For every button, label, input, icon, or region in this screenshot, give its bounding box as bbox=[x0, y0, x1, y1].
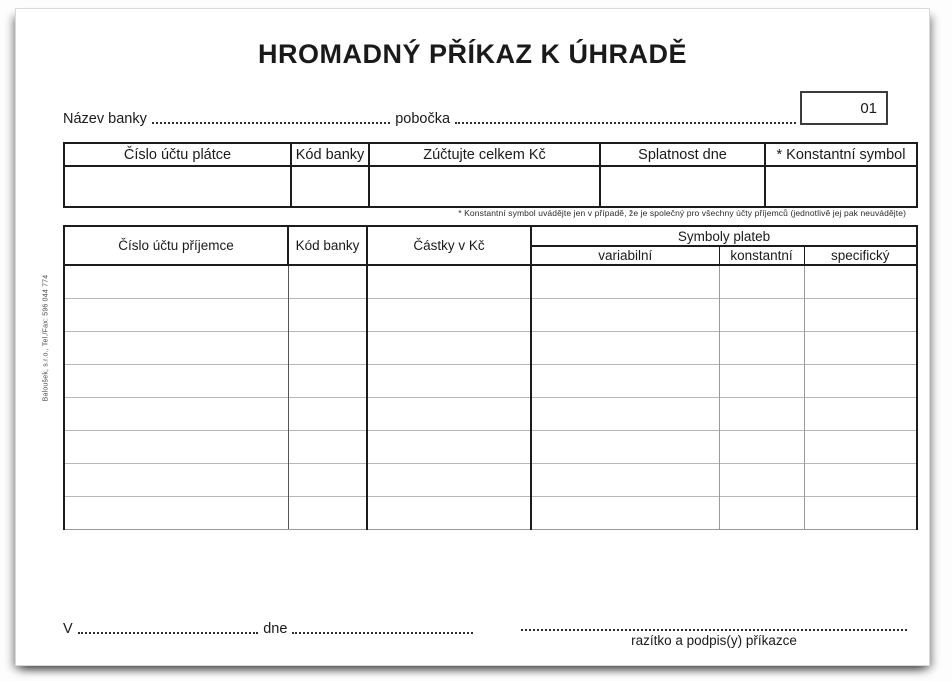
payee-input-cell[interactable] bbox=[288, 496, 367, 529]
payee-input-cell[interactable] bbox=[804, 496, 917, 529]
payee-input-cell[interactable] bbox=[719, 463, 804, 496]
payee-input-cell[interactable] bbox=[367, 496, 531, 529]
payee-input-cell[interactable] bbox=[288, 331, 367, 364]
payer-due-date-field[interactable] bbox=[600, 166, 765, 207]
payee-row bbox=[64, 496, 917, 529]
form-title: HROMADNÝ PŘÍKAZ K ÚHRADĚ bbox=[258, 39, 687, 69]
form-number: 01 bbox=[860, 99, 877, 117]
payee-input-cell[interactable] bbox=[64, 463, 288, 496]
payee-amount-header: Částky v Kč bbox=[367, 226, 531, 265]
payee-input-cell[interactable] bbox=[531, 397, 719, 430]
payee-input-cell[interactable] bbox=[288, 430, 367, 463]
payee-input-cell[interactable] bbox=[719, 364, 804, 397]
payee-input-cell[interactable] bbox=[367, 397, 531, 430]
payee-input-cell[interactable] bbox=[804, 430, 917, 463]
payee-input-cell[interactable] bbox=[719, 397, 804, 430]
payee-row bbox=[64, 364, 917, 397]
payee-input-cell[interactable] bbox=[531, 463, 719, 496]
payee-input-cell[interactable] bbox=[64, 430, 288, 463]
specific-symbol-header: specifický bbox=[804, 246, 917, 265]
payee-row bbox=[64, 298, 917, 331]
payer-constant-symbol-header: * Konstantní symbol bbox=[765, 143, 917, 166]
signature-field[interactable] bbox=[521, 615, 907, 631]
payee-input-cell[interactable] bbox=[367, 265, 531, 298]
payee-input-cell[interactable] bbox=[804, 265, 917, 298]
payee-input-cell[interactable] bbox=[64, 298, 288, 331]
place-field[interactable] bbox=[78, 632, 259, 634]
payee-input-cell[interactable] bbox=[64, 397, 288, 430]
payee-input-cell[interactable] bbox=[531, 298, 719, 331]
payee-input-cell[interactable] bbox=[64, 331, 288, 364]
payee-row bbox=[64, 331, 917, 364]
payer-table bbox=[63, 142, 918, 208]
payee-input-cell[interactable] bbox=[531, 364, 719, 397]
payee-input-cell[interactable] bbox=[719, 496, 804, 529]
payee-input-cell[interactable] bbox=[367, 430, 531, 463]
bank-name-field[interactable] bbox=[152, 122, 390, 124]
form-number-box bbox=[800, 91, 888, 125]
payees-table bbox=[63, 225, 918, 530]
date-label: dne bbox=[263, 621, 288, 637]
payee-input-cell[interactable] bbox=[531, 496, 719, 529]
payer-total-field[interactable] bbox=[369, 166, 600, 207]
date-field[interactable] bbox=[292, 632, 473, 634]
payee-input-cell[interactable] bbox=[64, 496, 288, 529]
payee-input-cell[interactable] bbox=[804, 331, 917, 364]
payees-table-body bbox=[64, 265, 917, 529]
payer-due-date-header: Splatnost dne bbox=[600, 143, 765, 166]
form-paper bbox=[15, 8, 930, 666]
payee-input-cell[interactable] bbox=[367, 364, 531, 397]
payee-input-cell[interactable] bbox=[64, 364, 288, 397]
constant-symbol-note: * Konstantní symbol uvádějte jen v případě, že je společný pro všechny účty příjemců (jednotlivě jej pak neuvádějte) bbox=[458, 208, 906, 218]
variable-symbol-header: variabilní bbox=[531, 246, 719, 265]
payer-account-header: Číslo účtu plátce bbox=[64, 143, 291, 166]
payee-row bbox=[64, 463, 917, 496]
payee-input-cell[interactable] bbox=[367, 463, 531, 496]
payee-input-cell[interactable] bbox=[288, 463, 367, 496]
place-label: V bbox=[63, 621, 73, 637]
signature-block bbox=[521, 615, 907, 648]
payee-row bbox=[64, 430, 917, 463]
payee-input-cell[interactable] bbox=[719, 265, 804, 298]
bank-branch-line bbox=[63, 103, 796, 127]
payee-input-cell[interactable] bbox=[804, 364, 917, 397]
payee-row bbox=[64, 397, 917, 430]
constant-symbol-subheader: konstantní bbox=[719, 246, 804, 265]
bank-name-label: Název banky bbox=[63, 111, 147, 127]
payees-header-row-1 bbox=[64, 226, 917, 246]
payer-constant-symbol-field[interactable] bbox=[765, 166, 917, 207]
payee-input-cell[interactable] bbox=[531, 430, 719, 463]
payee-input-cell[interactable] bbox=[531, 331, 719, 364]
payment-symbols-group-header: Symboly plateb bbox=[531, 226, 917, 246]
payee-account-header: Číslo účtu příjemce bbox=[64, 226, 288, 265]
place-date-line bbox=[63, 613, 473, 637]
branch-label: pobočka bbox=[395, 111, 451, 127]
signature-label: razítko a podpis(y) příkazce bbox=[631, 633, 797, 648]
payee-input-cell[interactable] bbox=[288, 298, 367, 331]
printer-imprint: Baloušek, s.r.o., Tel./Fax: 596 044 774 bbox=[42, 274, 50, 402]
payee-input-cell[interactable] bbox=[288, 364, 367, 397]
payer-total-header: Zúčtujte celkem Kč bbox=[369, 143, 600, 166]
payer-account-field[interactable] bbox=[64, 166, 291, 207]
payee-input-cell[interactable] bbox=[288, 265, 367, 298]
payee-input-cell[interactable] bbox=[288, 397, 367, 430]
payee-input-cell[interactable] bbox=[804, 298, 917, 331]
payee-input-cell[interactable] bbox=[719, 430, 804, 463]
payer-bank-code-header: Kód banky bbox=[291, 143, 369, 166]
payee-input-cell[interactable] bbox=[367, 331, 531, 364]
payee-input-cell[interactable] bbox=[804, 463, 917, 496]
payee-row bbox=[64, 265, 917, 298]
payee-input-cell[interactable] bbox=[719, 298, 804, 331]
branch-field[interactable] bbox=[455, 122, 796, 124]
payer-header-row bbox=[64, 143, 917, 166]
payee-input-cell[interactable] bbox=[531, 265, 719, 298]
payer-input-row bbox=[64, 166, 917, 207]
payee-bank-code-header: Kód banky bbox=[288, 226, 367, 265]
payee-input-cell[interactable] bbox=[64, 265, 288, 298]
payee-input-cell[interactable] bbox=[367, 298, 531, 331]
payee-input-cell[interactable] bbox=[719, 331, 804, 364]
payee-input-cell[interactable] bbox=[804, 397, 917, 430]
payer-bank-code-field[interactable] bbox=[291, 166, 369, 207]
